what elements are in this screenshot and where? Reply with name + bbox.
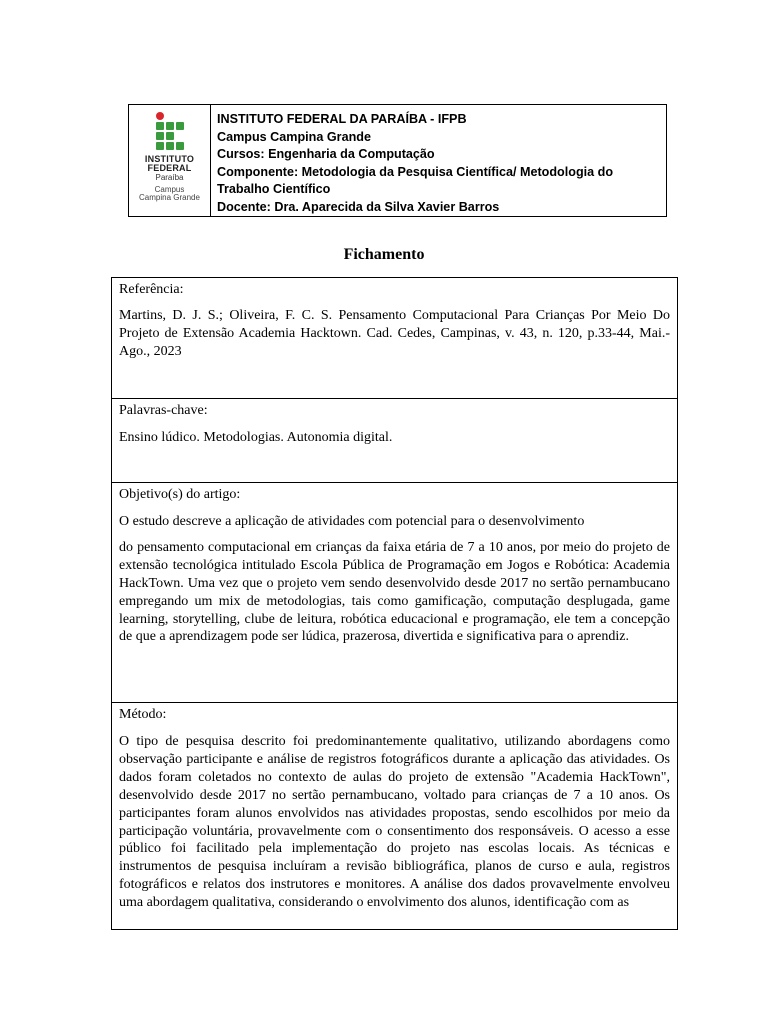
metodo-text: O tipo de pesquisa descrito foi predominantemente qualitativo, utilizando abordagens como observação participante e análise de registros fotográficos durante a aplicação das atividades. Os dados foram coletados no contexto de aulas do projeto de extensão "Academia HackTown", desenvolvido desde 2017 no sertão pernambucano, voltado para crianças de 7 a 10 anos. Os participantes foram alunos envolvidos nas atividades propostas, sendo escolhidos por meio da participação voluntária, provavelmente com o consentimento dos responsáveis. O acesso a esse público foi facilitado pela implementação do projeto nas escolas locais. As técnicas e instrumentos de pesquisa incluíram a revisão bibliográfica, planos de curso e aula, registros fotográficos e relatos dos instrutores e monitores. A análise dos dados provavelmente envolveu uma abordagem qualitativa, considerando o envolvimento dos alunos, identificação com as	[119, 734, 670, 911]
ifpb-logo-icon	[156, 112, 184, 150]
header-box	[128, 104, 667, 217]
institution-name: INSTITUTO FEDERAL DA PARAÍBA - IFPB	[217, 112, 467, 126]
section-metodo	[112, 703, 677, 912]
objetivos-text-2: do pensamento computacional em crianças da faixa etária de 7 a 10 anos, por meio do projeto de extensão tecnológica intitulado Escola Pública de Programação em Jogos e Robótica: Academia HackTown. Uma vez que o projeto vem sendo desenvolvido desde 2017 no sertão pernambucano empregando um mix de metodologias, tais como gamificação, computação desplugada, game learning, storytelling, clube de leitura, robótica educacional e programação, ele tem a concepção de que a aprendizagem pode ser lúdica, prazerosa, divertida e significativa para o aprendiz.	[119, 539, 670, 645]
palavras-chave-text: Ensino lúdico. Metodologias. Autonomia digital.	[119, 430, 393, 445]
campus-name: Campus Campina Grande	[217, 129, 371, 144]
logo-text-federal: FEDERAL	[147, 163, 192, 173]
fichamento-table	[111, 277, 678, 930]
ifpb-logo	[129, 105, 211, 216]
logo-text-campus: Campus	[154, 185, 185, 194]
document-title: Fichamento	[343, 246, 425, 263]
teacher-line: Docente: Dra. Aparecida da Silva Xavier Barros	[217, 199, 500, 214]
header-info	[211, 105, 619, 216]
objetivos-label: Objetivo(s) do artigo:	[119, 487, 241, 502]
section-palavras-chave	[112, 399, 677, 483]
referencia-label: Referência:	[119, 282, 184, 297]
referencia-text: Martins, D. J. S.; Oliveira, F. C. S. Pensamento Computacional Para Crianças Por Meio Do Projeto de Extensão Academia Hacktown. Cad. Cedes, Campinas, v. 43, n. 120, p.33-44, Mai.-Ago., 2023	[119, 308, 670, 359]
logo-text-campus-name: Campina Grande	[139, 193, 200, 202]
metodo-label: Método:	[119, 707, 167, 722]
logo-text-instituto: INSTITUTO	[144, 154, 195, 164]
logo-text-state: Paraíba	[155, 173, 184, 182]
section-referencia	[112, 278, 677, 399]
palavras-chave-label: Palavras-chave:	[119, 403, 208, 418]
courses-line: Cursos: Engenharia da Computação	[217, 147, 435, 162]
component-line-1: Componente: Metodologia da Pesquisa Científica/ Metodologia do	[217, 164, 614, 179]
objetivos-text-1: O estudo descreve a aplicação de atividades com potencial para o desenvolvimento	[119, 514, 585, 529]
component-line-2: Trabalho Científico	[217, 182, 331, 197]
section-objetivos	[112, 483, 677, 703]
